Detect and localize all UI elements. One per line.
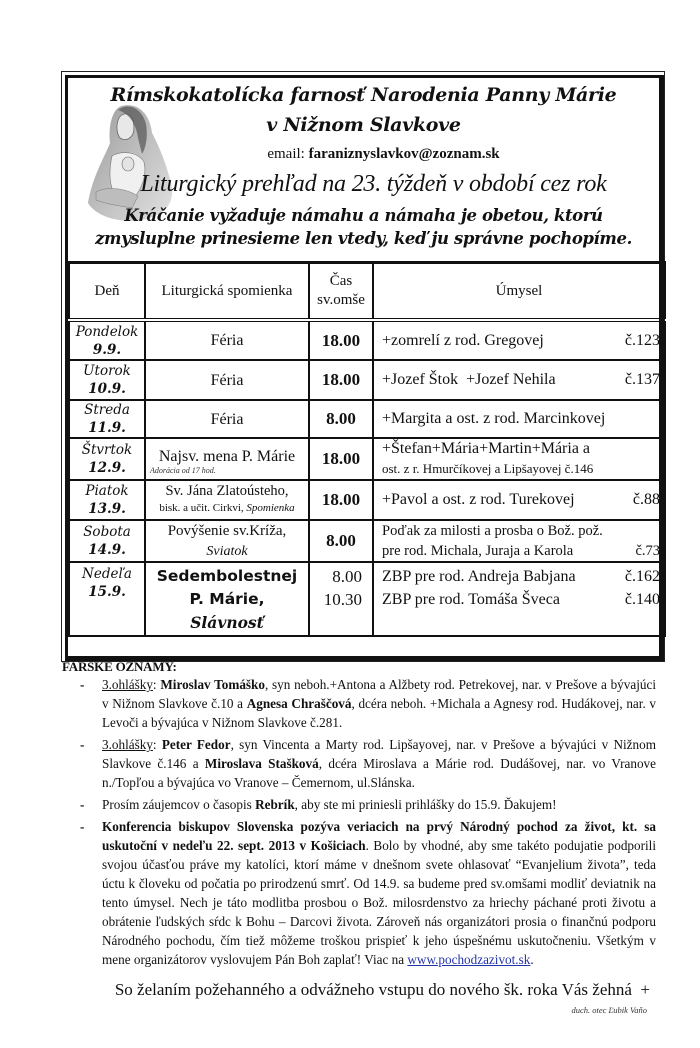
column-header-intention: Úmysel xyxy=(373,263,665,321)
motto-line-1: Kráčanie vyžaduje námahu a námaha je obetou, ktorú xyxy=(124,206,603,225)
table-header-row xyxy=(69,263,665,321)
announcements-list xyxy=(80,675,657,972)
day-cell xyxy=(69,562,145,636)
liturgy-cell: Féria xyxy=(145,400,309,438)
intention-line-2: pre rod. Michala, Juraja a Karola xyxy=(382,543,574,559)
intention-number: č.73 xyxy=(635,543,660,559)
bulletin-frame-inner xyxy=(65,75,664,661)
day-name: Streda xyxy=(84,402,130,418)
column-header-liturgy: Liturgická spomienka xyxy=(145,263,309,321)
intention-cell xyxy=(373,400,665,438)
announcement-text: , dcéra Miroslava a Márie rod. Dudášovej, nar. vo Vranove n./Topľou a bývajúca vo Vranove – Čemernom, ul.Slánska. xyxy=(102,756,656,790)
day-cell xyxy=(69,360,145,400)
mass-time: 18.00 xyxy=(309,438,373,480)
liturgy-rank: Spomienka xyxy=(246,502,295,514)
closing-blessing: So želaním požehanného a odvážneho vstupu do nového šk. roka Vás žehná + xyxy=(114,980,650,999)
day-cell xyxy=(69,480,145,520)
liturgy-cell: Féria xyxy=(145,320,309,360)
intention-line-2: ost. z r. Hmurčíkovej a Lipšayovej č.146 xyxy=(382,461,594,476)
liturgy-name: Povýšenie sv.Kríža, xyxy=(167,522,287,539)
announcements-title: FARSKÉ OZNAMY: xyxy=(62,659,177,674)
banns-label: 3.ohlášky xyxy=(102,737,153,752)
separator: : xyxy=(152,677,161,692)
banns-label: 3.ohlášky xyxy=(102,677,153,692)
day-date: 10.9. xyxy=(88,381,126,397)
pochod-website-link[interactable]: www.pochodzazivot.sk xyxy=(407,952,531,967)
parish-name: Rímskokatolícka farnosť Narodenia Panny Márie xyxy=(110,84,617,106)
day-date: 13.9. xyxy=(88,501,126,517)
day-cell xyxy=(69,400,145,438)
liturgy-cell xyxy=(145,480,309,520)
mass-time: 8.00 xyxy=(309,400,373,438)
intention-cell xyxy=(373,438,665,480)
announcement-text: . xyxy=(530,952,534,967)
separator: : xyxy=(152,737,162,752)
table-row xyxy=(69,438,665,480)
intention-number: č.140 xyxy=(624,591,660,608)
announcement-text: Prosím záujemcov o časopis xyxy=(102,797,256,812)
day-date: 12.9. xyxy=(88,460,126,476)
day-date: 14.9. xyxy=(88,542,126,558)
mass-time: 8.00 xyxy=(309,520,373,562)
liturgy-cell xyxy=(145,562,309,636)
intention-line-1: Poďak za milosti a prosba o Bož. pož. xyxy=(382,523,603,539)
column-header-day: Deň xyxy=(69,263,145,321)
announcement-headline: Konferencia biskupov Slovenska pozýva veriacich na prvý Národný pochod za život, kt. sa uskutoční v nedeľu 22. sept. 2013 v Košiciach xyxy=(102,819,656,853)
announcement-text: , syn neboh.+Antona a Alžbety rod. Petrekovej, nar. v Prešove a bývajúci v Nižnom Slavkove č.10 a xyxy=(102,677,656,711)
intention-cell xyxy=(373,480,665,520)
mass-time: 18.00 xyxy=(309,360,373,400)
day-name: Piatok xyxy=(85,483,129,499)
bulletin-frame xyxy=(61,71,665,662)
liturgy-detail: bisk. a učit. Cirkvi, xyxy=(159,502,247,514)
liturgy-rank: Slávnosť xyxy=(190,613,264,632)
groom-name: Miroslav Tomáško xyxy=(160,677,265,692)
table-row xyxy=(69,400,665,438)
liturgy-rank: Sviatok xyxy=(206,543,248,559)
column-header-time-line2: sv.omše xyxy=(317,292,365,308)
day-name: Sobota xyxy=(83,524,131,540)
mass-time: 18.00 xyxy=(309,320,373,360)
intention-text: +Margita a ost. z rod. Marcinkovej xyxy=(382,410,606,427)
announcement-text: , syn Vincenta a Marty rod. Lipšayovej, nar. v Prešove a bývajúci v Nižnom Slavkove č.146 a xyxy=(102,737,656,771)
liturgy-name: Sedembolestnej xyxy=(156,567,298,585)
email-label: email: xyxy=(267,146,309,162)
intention-cell xyxy=(373,562,665,636)
intention-number: č.123 xyxy=(624,331,660,349)
parish-location: v Nižnom Slavkove xyxy=(266,114,461,136)
email-address: faraniznyslavkov@zoznam.sk xyxy=(308,146,500,162)
intention-text: +Pavol a ost. z rod. Turekovej xyxy=(382,491,575,508)
bullet-dash-icon: - xyxy=(80,677,85,692)
table-row xyxy=(69,480,665,520)
intention-text: +Jozef Štok +Jozef Nehila xyxy=(382,371,556,388)
mass-time: 8.00 xyxy=(332,567,362,586)
announcement-item xyxy=(80,817,656,969)
liturgical-week-title: Liturgický prehľad na 23. týždeň v období cez rok xyxy=(140,171,607,197)
table-row xyxy=(69,360,665,400)
column-header-time-line1: Čas xyxy=(329,273,353,289)
liturgy-cell xyxy=(145,520,309,562)
day-name: Pondelok xyxy=(75,323,139,340)
day-name: Utorok xyxy=(83,363,131,379)
intention-cell xyxy=(373,360,665,400)
bride-name: Miroslava Stašková xyxy=(204,756,319,771)
day-date: 11.9. xyxy=(88,420,126,436)
liturgy-name: Najsv. mena P. Márie xyxy=(158,447,296,465)
announcement-item xyxy=(80,675,657,732)
bride-name: Agnesa Chraščová xyxy=(246,696,352,711)
intention-line-2: ZBP pre rod. Tomáša Šveca xyxy=(382,591,560,608)
column-header-time xyxy=(309,263,373,321)
day-cell xyxy=(69,320,145,360)
day-name: Štvrtok xyxy=(81,442,133,458)
bullet-dash-icon: - xyxy=(80,797,85,812)
signature: duch. otec Ľubik Vaňo xyxy=(571,1005,647,1015)
intention-number: č.137 xyxy=(624,371,660,388)
mass-times xyxy=(309,562,373,636)
liturgy-name: Sv. Jána Zlatoústeho, xyxy=(165,483,289,499)
groom-name: Peter Fedor xyxy=(161,737,231,752)
day-date: 9.9. xyxy=(92,341,122,358)
liturgical-schedule-table xyxy=(68,261,666,637)
bullet-dash-icon: - xyxy=(80,819,85,834)
intention-cell xyxy=(373,520,665,562)
announcement-text: , aby ste mi priniesli prihlášky do 15.9. Ďakujem! xyxy=(294,797,557,812)
mass-time: 10.30 xyxy=(323,590,362,609)
contact-email-line xyxy=(68,146,659,163)
liturgy-note: Adorácia od 17 hod. xyxy=(150,465,216,475)
intention-cell xyxy=(373,320,665,360)
day-cell xyxy=(69,520,145,562)
liturgy-cell: Féria xyxy=(145,360,309,400)
intention-text: +zomrelí z rod. Gregovej xyxy=(382,331,544,349)
motto xyxy=(68,204,659,250)
intention-number: č.162 xyxy=(624,568,660,585)
intention-line-1: ZBP pre rod. Andreja Babjana xyxy=(382,568,576,585)
liturgy-cell xyxy=(145,438,309,480)
announcement-text: . Bolo by vhodné, aby sme takéto podujatie podporili svojou účasťou práve my katolíci, ktorí máme v dnešnom svete ohlasovať “Evanjelium života”, teda úctu k človeku od počatia po prirodzenú smrť. Od 14.9. sa budeme pred sv.omšami modliť deviatnik na tento úmysel. Nech je táto modlitba prosbou o Bož. milosrdenstvo za hriechy páchané proti životu a obrátenie ľudských sŕdc k Bohu – Darcovi života. Zároveň nás organizátori prosia o finančnú podporu Národného pochodu, čím tiež môžeme troškou prispieť k jeho úspešnému uskutočneniu. Všetkým v mene organizátorov vyslovujem Pán Boh zaplať! Viac na xyxy=(102,838,656,967)
motto-line-2: zmysluplne prinesieme len vtedy, keď ju správne pochopíme. xyxy=(95,229,632,248)
magazine-name: Rebrík xyxy=(255,797,295,812)
day-date: 15.9. xyxy=(88,584,126,600)
mass-time: 18.00 xyxy=(309,480,373,520)
liturgy-name-cont: P. Márie, xyxy=(189,590,265,608)
bulletin-header xyxy=(68,78,659,261)
table-row xyxy=(69,320,665,360)
intention-line-1: +Štefan+Mária+Martin+Mária a xyxy=(382,440,591,457)
bullet-dash-icon: - xyxy=(80,737,85,752)
announcement-item xyxy=(80,795,656,814)
day-name: Nedeľa xyxy=(82,566,132,582)
day-cell xyxy=(69,438,145,480)
table-row xyxy=(69,562,665,636)
announcement-item xyxy=(80,735,656,792)
table-row xyxy=(69,520,665,562)
announcement-text: , dcéra neboh. +Michala a Agnesy rod. Hudákovej, nar. v Levoči a bývajúca v Nižnom Slavkove č.281. xyxy=(102,696,657,730)
intention-number: č.88 xyxy=(632,491,660,508)
